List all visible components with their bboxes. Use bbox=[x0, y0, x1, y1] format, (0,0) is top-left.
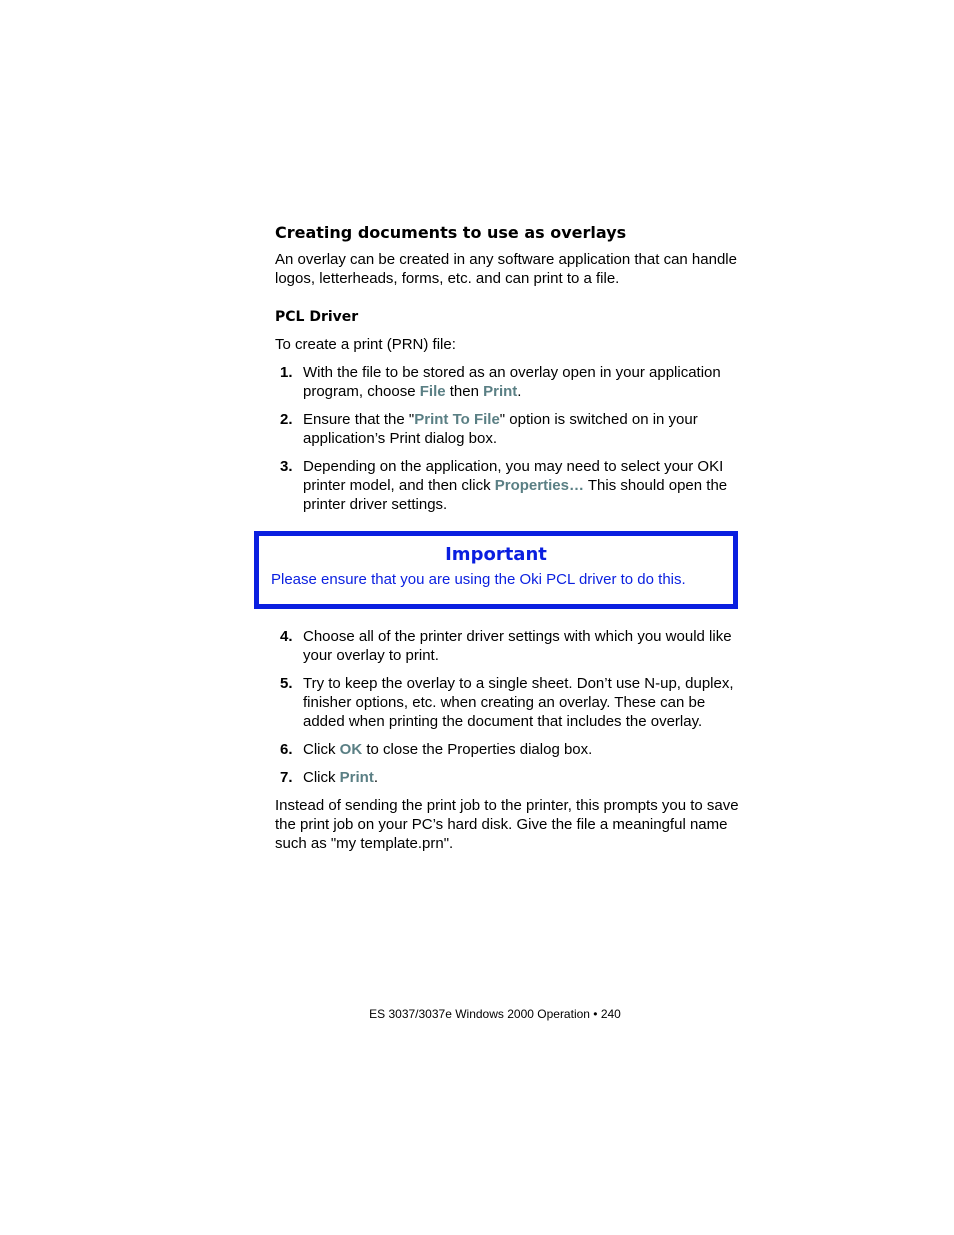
step-number: 3. bbox=[280, 458, 293, 475]
important-title: Important bbox=[445, 544, 547, 565]
step-number: 5. bbox=[280, 675, 293, 692]
step-6 bbox=[275, 740, 745, 759]
step-text: . bbox=[373, 769, 379, 786]
step-1 bbox=[275, 363, 745, 401]
step-number: 2. bbox=[280, 411, 293, 428]
step-text: This should open the printer driver settings. bbox=[303, 477, 728, 513]
step-text: Choose all of the printer driver settings with which you would like your overlay to print. bbox=[303, 628, 732, 664]
keyword-print-to-file: Print To File bbox=[414, 411, 500, 428]
step-3 bbox=[275, 457, 745, 514]
subsection-lead: To create a print (PRN) file: bbox=[275, 336, 456, 353]
step-2 bbox=[275, 410, 745, 448]
page-footer: ES 3037/3037e Windows 2000 Operation • 240 bbox=[369, 1007, 621, 1021]
keyword-print: Print bbox=[483, 383, 518, 400]
important-callout bbox=[254, 531, 738, 609]
keyword-ok: OK bbox=[339, 741, 363, 758]
section-title: Creating documents to use as overlays bbox=[275, 223, 627, 242]
step-text: Ensure that the " bbox=[303, 411, 415, 428]
step-5 bbox=[275, 674, 745, 731]
section-intro: An overlay can be created in any software application that can handle logos, letterheads, forms, etc. and can print to a file. bbox=[275, 251, 737, 287]
step-number: 1. bbox=[280, 364, 293, 381]
important-text: Please ensure that you are using the Oki PCL driver to do this. bbox=[271, 571, 686, 588]
main-content-continued bbox=[275, 627, 745, 853]
step-text: Click bbox=[303, 769, 340, 786]
step-number: 4. bbox=[280, 628, 293, 645]
step-text: to close the Properties dialog box. bbox=[362, 741, 593, 758]
step-text: Depending on the application, you may need to select your OKI printer model, and then click bbox=[303, 458, 724, 494]
step-4 bbox=[275, 627, 745, 665]
step-text: . bbox=[517, 383, 522, 400]
step-7 bbox=[275, 768, 745, 787]
step-text: Try to keep the overlay to a single sheet. Don’t use N-up, duplex, finisher options, etc. when creating an overlay. These can be added when printing the document that includes the overlay. bbox=[303, 675, 734, 730]
steps-list-part2 bbox=[275, 627, 745, 787]
keyword-file: File bbox=[419, 383, 446, 400]
main-content bbox=[275, 222, 745, 523]
step-number: 6. bbox=[280, 741, 293, 758]
keyword-print: Print bbox=[339, 769, 374, 786]
keyword-properties: Properties… bbox=[494, 477, 584, 494]
steps-list-part1 bbox=[275, 363, 745, 514]
step-text: then bbox=[445, 383, 484, 400]
closing-paragraph: Instead of sending the print job to the printer, this prompts you to save the print job on your PC’s hard disk. Give the file a meaningful name such as "my template.prn". bbox=[275, 797, 739, 852]
step-text: With the file to be stored as an overlay open in your application program, choose bbox=[303, 364, 721, 400]
step-number: 7. bbox=[280, 769, 293, 786]
step-text: Click bbox=[303, 741, 340, 758]
subsection-title: PCL Driver bbox=[275, 309, 359, 325]
step-text: " option is switched on in your application’s Print dialog box. bbox=[303, 411, 698, 447]
